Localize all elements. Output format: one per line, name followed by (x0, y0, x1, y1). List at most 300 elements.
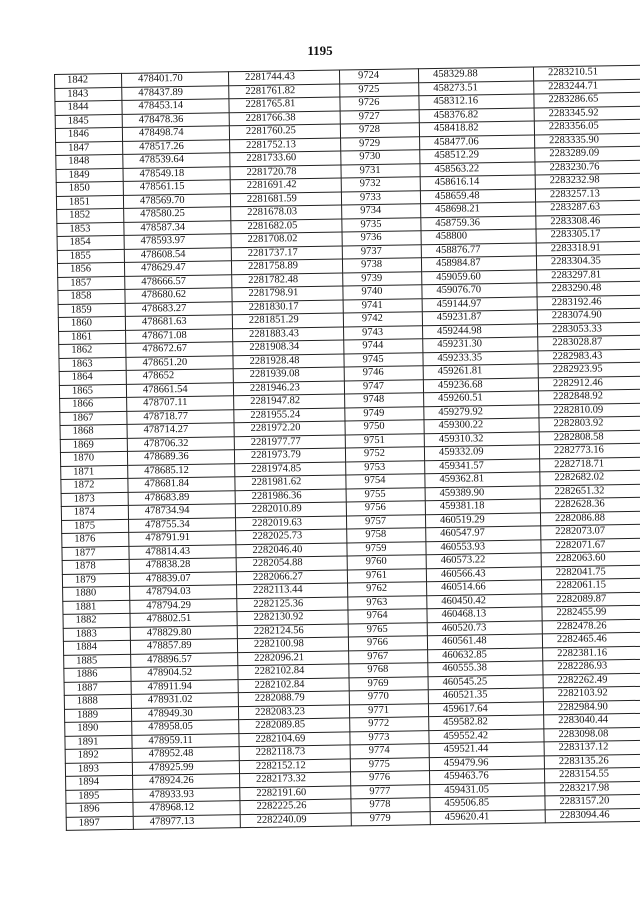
x-coordinate-cell: 478681.84 (128, 477, 235, 492)
x-coordinate-cell: 459300.22 (424, 418, 539, 433)
x-coordinate-cell: 478968.12 (133, 801, 240, 816)
y-coordinate-cell: 2281946.23 (233, 380, 344, 395)
point-id-cell: 1887 (64, 681, 131, 696)
y-coordinate-cell: 2282089.85 (239, 718, 350, 733)
y-coordinate-cell: 2281986.36 (235, 488, 346, 503)
point-id-cell: 9735 (342, 217, 421, 232)
point-id-cell: 9778 (351, 798, 430, 813)
y-coordinate-cell: 2282455.99 (542, 605, 640, 620)
x-coordinate-cell: 478933.93 (133, 787, 240, 802)
x-coordinate-cell: 458616.14 (420, 175, 535, 190)
x-coordinate-cell: 478838.28 (129, 558, 236, 573)
y-coordinate-cell: 2282651.32 (540, 484, 640, 499)
x-coordinate-cell: 478629.47 (124, 261, 231, 276)
x-coordinate-cell: 478549.18 (123, 166, 230, 181)
point-id-cell: 1891 (65, 735, 132, 750)
y-coordinate-cell: 2282984.90 (543, 700, 640, 715)
x-coordinate-cell: 458273.51 (419, 80, 534, 95)
x-coordinate-cell: 459332.09 (424, 445, 539, 460)
y-coordinate-cell: 2283192.46 (537, 295, 640, 310)
x-coordinate-cell: 478685.12 (128, 463, 235, 478)
y-coordinate-cell: 2282104.69 (239, 731, 350, 746)
y-coordinate-cell: 2283074.90 (537, 308, 640, 323)
point-id-cell: 1856 (57, 262, 124, 277)
y-coordinate-cell: 2282225.26 (240, 799, 351, 814)
point-id-cell: 9779 (351, 811, 430, 826)
point-id-cell: 1876 (62, 532, 129, 547)
point-id-cell: 9773 (350, 730, 429, 745)
y-coordinate-cell: 2282086.88 (540, 511, 640, 526)
point-id-cell: 1844 (55, 100, 122, 115)
point-id-cell: 9748 (345, 393, 424, 408)
x-coordinate-cell: 478911.94 (131, 679, 238, 694)
x-coordinate-cell: 478681.63 (125, 315, 232, 330)
point-id-cell: 1858 (58, 289, 125, 304)
y-coordinate-cell: 2281708.02 (231, 232, 342, 247)
y-coordinate-cell: 2282803.92 (539, 416, 640, 431)
y-coordinate-cell: 2281955.24 (234, 407, 345, 422)
point-id-cell: 9774 (350, 744, 429, 759)
y-coordinate-cell: 2281908.34 (233, 340, 344, 355)
x-coordinate-cell: 478952.48 (132, 747, 239, 762)
point-id-cell: 9753 (346, 460, 425, 475)
y-coordinate-cell: 2282088.79 (238, 691, 349, 706)
y-coordinate-cell: 2282465.46 (542, 632, 640, 647)
x-coordinate-cell: 478453.14 (122, 99, 229, 114)
point-id-cell: 9726 (340, 96, 419, 111)
x-coordinate-cell: 478593.97 (124, 234, 231, 249)
y-coordinate-cell: 2283217.98 (545, 781, 640, 796)
y-coordinate-cell: 2281752.13 (230, 138, 341, 153)
x-coordinate-cell: 459552.42 (429, 728, 544, 743)
x-coordinate-cell: 478498.74 (122, 126, 229, 141)
y-coordinate-cell: 2281977.77 (234, 434, 345, 449)
point-id-cell: 9752 (345, 447, 424, 462)
x-coordinate-cell: 459231.30 (423, 337, 538, 352)
y-coordinate-cell: 2282381.16 (543, 646, 640, 661)
point-id-cell: 9758 (347, 528, 426, 543)
point-id-cell: 9740 (343, 285, 422, 300)
x-coordinate-cell: 478714.27 (127, 423, 234, 438)
y-coordinate-cell: 2282041.75 (541, 565, 640, 580)
point-id-cell: 9730 (341, 150, 420, 165)
x-coordinate-cell: 478587.34 (124, 220, 231, 235)
point-id-cell: 1859 (58, 303, 125, 318)
y-coordinate-cell: 2281851.29 (232, 313, 343, 328)
point-id-cell: 1842 (55, 73, 122, 88)
x-coordinate-cell: 459521.44 (429, 742, 544, 757)
x-coordinate-cell: 460545.25 (428, 674, 543, 689)
y-coordinate-cell: 2281974.85 (235, 461, 346, 476)
y-coordinate-cell: 2281761.82 (229, 84, 340, 99)
coordinates-table-container (54, 66, 610, 831)
point-id-cell: 1875 (62, 519, 129, 534)
point-id-cell: 9761 (347, 568, 426, 583)
y-coordinate-cell: 2283289.09 (535, 146, 640, 161)
x-coordinate-cell: 458329.88 (418, 67, 533, 82)
y-coordinate-cell: 2281737.17 (231, 245, 342, 260)
x-coordinate-cell: 458698.21 (421, 202, 536, 217)
x-coordinate-cell: 460547.97 (426, 526, 541, 541)
x-coordinate-cell: 478671.08 (126, 328, 233, 343)
point-id-cell: 1879 (62, 573, 129, 588)
y-coordinate-cell: 2283098.08 (544, 727, 640, 742)
coordinates-table (54, 65, 640, 831)
y-coordinate-cell: 2282810.09 (539, 403, 640, 418)
y-coordinate-cell: 2283135.26 (544, 754, 640, 769)
y-coordinate-cell: 2281883.43 (233, 326, 344, 341)
point-id-cell: 9749 (345, 406, 424, 421)
x-coordinate-cell: 458563.22 (420, 161, 535, 176)
y-coordinate-cell: 2281928.48 (233, 353, 344, 368)
x-coordinate-cell: 459233.35 (423, 350, 538, 365)
point-id-cell: 9763 (348, 595, 427, 610)
x-coordinate-cell: 458659.48 (420, 188, 535, 203)
y-coordinate-cell: 2281691.42 (230, 178, 341, 193)
y-coordinate-cell: 2281681.59 (230, 192, 341, 207)
y-coordinate-cell: 2282152.12 (239, 758, 350, 773)
point-id-cell: 9746 (344, 366, 423, 381)
x-coordinate-cell: 478672.67 (126, 342, 233, 357)
point-id-cell: 1881 (63, 600, 130, 615)
x-coordinate-cell: 460561.48 (427, 634, 542, 649)
point-id-cell: 1868 (60, 424, 127, 439)
x-coordinate-cell: 478949.30 (131, 706, 238, 721)
y-coordinate-cell: 2282103.92 (543, 686, 640, 701)
x-coordinate-cell: 478734.94 (128, 504, 235, 519)
y-coordinate-cell: 2282102.84 (238, 664, 349, 679)
x-coordinate-cell: 460520.73 (427, 620, 542, 635)
y-coordinate-cell: 2281947.82 (234, 394, 345, 409)
x-coordinate-cell: 458512.29 (420, 148, 535, 163)
y-coordinate-cell: 2282061.15 (542, 578, 640, 593)
point-id-cell: 9765 (348, 622, 427, 637)
y-coordinate-cell: 2282054.88 (236, 556, 347, 571)
point-id-cell: 9742 (343, 312, 422, 327)
point-id-cell: 1845 (55, 114, 122, 129)
point-id-cell: 1897 (66, 816, 133, 831)
point-id-cell: 9764 (348, 609, 427, 624)
y-coordinate-cell: 2281782.48 (232, 272, 343, 287)
y-coordinate-cell: 2281798.91 (232, 286, 343, 301)
x-coordinate-cell: 459244.98 (422, 323, 537, 338)
y-coordinate-cell: 2281765.81 (229, 97, 340, 112)
x-coordinate-cell: 478924.26 (133, 774, 240, 789)
y-coordinate-cell: 2282682.02 (540, 470, 640, 485)
x-coordinate-cell: 459310.32 (424, 431, 539, 446)
y-coordinate-cell: 2282019.63 (235, 515, 346, 530)
y-coordinate-cell: 2281973.79 (234, 448, 345, 463)
x-coordinate-cell: 478707.11 (127, 396, 234, 411)
x-coordinate-cell: 478896.57 (131, 652, 238, 667)
x-coordinate-cell: 460450.42 (427, 593, 542, 608)
point-id-cell: 1861 (59, 330, 126, 345)
point-id-cell: 1894 (66, 775, 133, 790)
x-coordinate-cell: 478718.77 (127, 409, 234, 424)
point-id-cell: 9724 (339, 69, 418, 84)
y-coordinate-cell: 2283157.20 (545, 794, 640, 809)
x-coordinate-cell: 478651.20 (126, 355, 233, 370)
point-id-cell: 1884 (63, 640, 130, 655)
x-coordinate-cell: 459506.85 (430, 796, 545, 811)
y-coordinate-cell: 2283297.81 (537, 268, 640, 283)
y-coordinate-cell: 2282063.60 (541, 551, 640, 566)
y-coordinate-cell: 2282073.07 (541, 524, 640, 539)
x-coordinate-cell: 478569.70 (123, 193, 230, 208)
x-coordinate-cell: 459431.05 (430, 782, 545, 797)
y-coordinate-cell: 2281682.05 (231, 218, 342, 233)
x-coordinate-cell: 458876.77 (421, 242, 536, 257)
x-coordinate-cell: 460468.13 (427, 607, 542, 622)
y-coordinate-cell: 2282478.26 (542, 619, 640, 634)
x-coordinate-cell: 478689.36 (127, 450, 234, 465)
point-id-cell: 1866 (60, 397, 127, 412)
point-id-cell: 1873 (61, 492, 128, 507)
x-coordinate-cell: 478839.07 (129, 571, 236, 586)
point-id-cell: 1862 (59, 343, 126, 358)
x-coordinate-cell: 478814.43 (129, 544, 236, 559)
y-coordinate-cell: 2283290.48 (537, 281, 640, 296)
point-id-cell: 9736 (342, 231, 421, 246)
y-coordinate-cell: 2283230.76 (535, 160, 640, 175)
point-id-cell: 9777 (351, 784, 430, 799)
point-id-cell: 9731 (341, 163, 420, 178)
point-id-cell: 1865 (59, 384, 126, 399)
point-id-cell: 9762 (348, 582, 427, 597)
x-coordinate-cell: 459261.81 (423, 364, 538, 379)
x-coordinate-cell: 458800 (421, 229, 536, 244)
x-coordinate-cell: 478925.99 (132, 760, 239, 775)
y-coordinate-cell: 2282808.58 (539, 430, 640, 445)
point-id-cell: 1860 (58, 316, 125, 331)
point-id-cell: 9767 (349, 649, 428, 664)
point-id-cell: 1869 (60, 438, 127, 453)
point-id-cell: 1857 (58, 276, 125, 291)
y-coordinate-cell: 2283257.13 (535, 187, 640, 202)
point-id-cell: 9728 (340, 123, 419, 138)
y-coordinate-cell: 2282046.40 (236, 542, 347, 557)
y-coordinate-cell: 2282262.49 (543, 673, 640, 688)
x-coordinate-cell: 460519.29 (425, 512, 540, 527)
point-id-cell: 1872 (61, 478, 128, 493)
point-id-cell: 1878 (62, 559, 129, 574)
x-coordinate-cell: 478437.89 (122, 85, 229, 100)
y-coordinate-cell: 2281720.78 (230, 165, 341, 180)
y-coordinate-cell: 2282912.46 (538, 376, 640, 391)
y-coordinate-cell: 2283308.46 (536, 214, 640, 229)
point-id-cell: 9771 (349, 703, 428, 718)
x-coordinate-cell: 478539.64 (123, 153, 230, 168)
y-coordinate-cell: 2281678.03 (231, 205, 342, 220)
point-id-cell: 9757 (346, 514, 425, 529)
x-coordinate-cell: 458759.36 (421, 215, 536, 230)
x-coordinate-cell: 478959.11 (132, 733, 239, 748)
point-id-cell: 9775 (350, 757, 429, 772)
y-coordinate-cell: 2282118.73 (239, 745, 350, 760)
y-coordinate-cell: 2283244.71 (534, 79, 640, 94)
point-id-cell: 1895 (66, 789, 133, 804)
point-id-cell: 1848 (56, 154, 123, 169)
y-coordinate-cell: 2281939.08 (233, 367, 344, 382)
y-coordinate-cell: 2282010.89 (235, 502, 346, 517)
point-id-cell: 1867 (60, 411, 127, 426)
point-id-cell: 9741 (343, 298, 422, 313)
point-id-cell: 1854 (57, 235, 124, 250)
y-coordinate-cell: 2283137.12 (544, 740, 640, 755)
x-coordinate-cell: 478517.26 (123, 139, 230, 154)
y-coordinate-cell: 2282923.95 (538, 362, 640, 377)
point-id-cell: 1893 (65, 762, 132, 777)
x-coordinate-cell: 459076.70 (422, 283, 537, 298)
x-coordinate-cell: 458376.82 (419, 107, 534, 122)
x-coordinate-cell: 478661.54 (126, 382, 233, 397)
point-id-cell: 1870 (60, 451, 127, 466)
x-coordinate-cell: 459144.97 (422, 296, 537, 311)
point-id-cell: 9729 (341, 136, 420, 151)
point-id-cell: 1849 (56, 168, 123, 183)
point-id-cell: 1864 (59, 370, 126, 385)
x-coordinate-cell: 459236.68 (423, 377, 538, 392)
point-id-cell: 9747 (344, 379, 423, 394)
point-id-cell: 1880 (63, 586, 130, 601)
y-coordinate-cell: 2282100.98 (237, 637, 348, 652)
y-coordinate-cell: 2283318.91 (536, 241, 640, 256)
x-coordinate-cell: 478683.89 (128, 490, 235, 505)
point-id-cell: 9766 (348, 636, 427, 651)
y-coordinate-cell: 2283286.65 (534, 92, 640, 107)
point-id-cell: 1874 (61, 505, 128, 520)
point-id-cell: 1882 (63, 613, 130, 628)
point-id-cell: 1851 (56, 195, 123, 210)
point-id-cell: 9734 (342, 204, 421, 219)
y-coordinate-cell: 2283094.46 (545, 808, 640, 823)
y-coordinate-cell: 2283304.35 (536, 254, 640, 269)
point-id-cell: 9776 (350, 771, 429, 786)
y-coordinate-cell: 2282113.44 (237, 583, 348, 598)
point-id-cell: 9769 (349, 676, 428, 691)
point-id-cell: 1886 (64, 667, 131, 682)
x-coordinate-cell: 460555.38 (428, 661, 543, 676)
y-coordinate-cell: 2282125.36 (237, 596, 348, 611)
x-coordinate-cell: 459479.96 (429, 755, 544, 770)
point-id-cell: 1846 (55, 127, 122, 142)
y-coordinate-cell: 2282089.87 (542, 592, 640, 607)
x-coordinate-cell: 459389.90 (425, 485, 540, 500)
y-coordinate-cell: 2283335.90 (535, 133, 640, 148)
x-coordinate-cell: 478580.25 (124, 207, 231, 222)
x-coordinate-cell: 478794.29 (130, 598, 237, 613)
y-coordinate-cell: 2282240.09 (240, 812, 351, 827)
y-coordinate-cell: 2282983.43 (538, 349, 640, 364)
y-coordinate-cell: 2283210.51 (533, 65, 640, 80)
x-coordinate-cell: 478977.13 (133, 814, 240, 829)
x-coordinate-cell: 460632.85 (428, 647, 543, 662)
x-coordinate-cell: 458312.16 (419, 94, 534, 109)
point-id-cell: 9733 (341, 190, 420, 205)
y-coordinate-cell: 2283356.05 (534, 119, 640, 134)
x-coordinate-cell: 478652 (126, 369, 233, 384)
x-coordinate-cell: 478561.15 (123, 180, 230, 195)
x-coordinate-cell: 478802.51 (130, 612, 237, 627)
y-coordinate-cell: 2283053.33 (537, 322, 640, 337)
x-coordinate-cell: 460553.93 (426, 539, 541, 554)
x-coordinate-cell: 478794.03 (130, 585, 237, 600)
point-id-cell: 9738 (342, 258, 421, 273)
point-id-cell: 9737 (342, 244, 421, 259)
x-coordinate-cell: 459341.57 (425, 458, 540, 473)
y-coordinate-cell: 2283028.87 (538, 335, 640, 350)
point-id-cell: 1888 (64, 694, 131, 709)
y-coordinate-cell: 2281972.20 (234, 421, 345, 436)
x-coordinate-cell: 459260.51 (424, 391, 539, 406)
x-coordinate-cell: 458418.82 (419, 121, 534, 136)
y-coordinate-cell: 2281760.25 (229, 124, 340, 139)
y-coordinate-cell: 2281981.62 (235, 475, 346, 490)
x-coordinate-cell: 478755.34 (128, 517, 235, 532)
x-coordinate-cell: 458984.87 (421, 256, 536, 271)
y-coordinate-cell: 2283040.44 (544, 713, 640, 728)
y-coordinate-cell: 2281733.60 (230, 151, 341, 166)
point-id-cell: 9759 (347, 541, 426, 556)
point-id-cell: 9732 (341, 177, 420, 192)
y-coordinate-cell: 2282071.67 (541, 538, 640, 553)
point-id-cell: 9755 (346, 487, 425, 502)
x-coordinate-cell: 459231.87 (422, 310, 537, 325)
y-coordinate-cell: 2283345.92 (534, 106, 640, 121)
point-id-cell: 9727 (340, 109, 419, 124)
coordinates-table-body (55, 65, 640, 830)
point-id-cell: 9772 (350, 717, 429, 732)
point-id-cell: 9725 (340, 82, 419, 97)
x-coordinate-cell: 478829.80 (130, 625, 237, 640)
point-id-cell: 9760 (347, 555, 426, 570)
x-coordinate-cell: 478683.27 (125, 301, 232, 316)
point-id-cell: 9756 (346, 501, 425, 516)
x-coordinate-cell: 478478.36 (122, 112, 229, 127)
y-coordinate-cell: 2281744.43 (228, 70, 339, 85)
y-coordinate-cell: 2282124.56 (237, 623, 348, 638)
x-coordinate-cell: 459059.60 (422, 269, 537, 284)
point-id-cell: 1877 (62, 546, 129, 561)
point-id-cell: 1896 (66, 802, 133, 817)
x-coordinate-cell: 478931.02 (131, 693, 238, 708)
y-coordinate-cell: 2282628.36 (540, 497, 640, 512)
y-coordinate-cell: 2282848.92 (539, 389, 640, 404)
y-coordinate-cell: 2281830.17 (232, 299, 343, 314)
point-id-cell: 9770 (349, 690, 428, 705)
point-id-cell: 1892 (65, 748, 132, 763)
x-coordinate-cell: 478706.32 (127, 436, 234, 451)
y-coordinate-cell: 2282025.73 (236, 529, 347, 544)
x-coordinate-cell: 460514.66 (427, 580, 542, 595)
x-coordinate-cell: 478680.62 (125, 288, 232, 303)
x-coordinate-cell: 478608.54 (124, 247, 231, 262)
x-coordinate-cell: 478958.05 (132, 720, 239, 735)
point-id-cell: 1889 (64, 708, 131, 723)
x-coordinate-cell: 460566.43 (426, 566, 541, 581)
x-coordinate-cell: 478666.57 (125, 274, 232, 289)
point-id-cell: 1850 (56, 181, 123, 196)
x-coordinate-cell: 459617.64 (428, 701, 543, 716)
y-coordinate-cell: 2282102.84 (238, 677, 349, 692)
point-id-cell: 1843 (55, 87, 122, 102)
x-coordinate-cell: 459620.41 (430, 809, 545, 824)
point-id-cell: 9768 (349, 663, 428, 678)
y-coordinate-cell: 2282286.93 (543, 659, 640, 674)
y-coordinate-cell: 2283232.98 (535, 173, 640, 188)
point-id-cell: 1855 (57, 249, 124, 264)
y-coordinate-cell: 2283287.63 (536, 200, 640, 215)
